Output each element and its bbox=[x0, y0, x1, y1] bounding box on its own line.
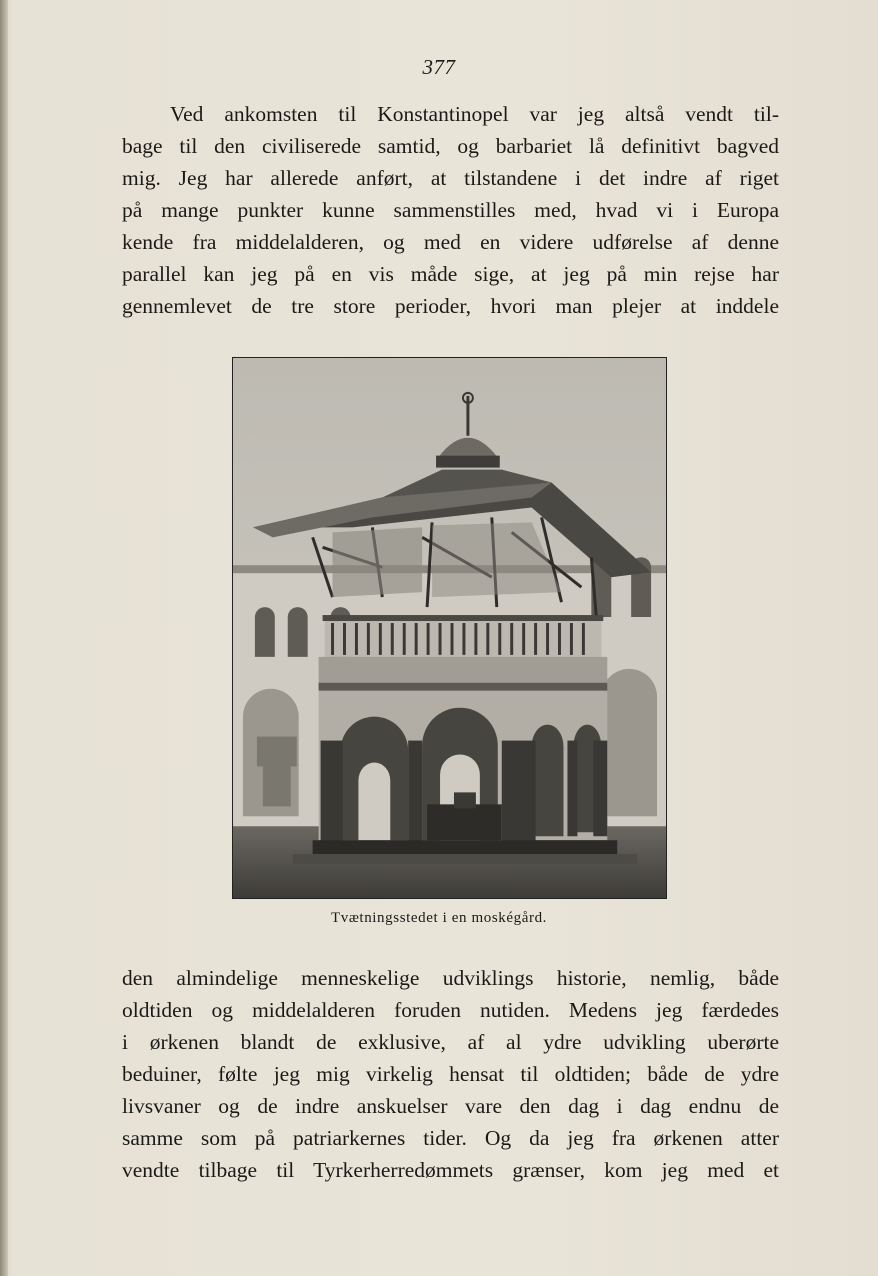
paragraph-top bbox=[122, 98, 779, 322]
text-line: den almindelige menneskelige udviklings historie, nemlig, både bbox=[122, 966, 779, 990]
text-line: på mange punkter kunne sammenstilles med, hvad vi i Europa bbox=[122, 198, 779, 222]
text-line: beduiner, følte jeg mig virkelig hensat til oldtiden; både de ydre bbox=[122, 1062, 779, 1086]
text-line: Ved ankomsten til Konstantinopel var jeg altså vendt til- bbox=[170, 102, 779, 126]
text-line: samme som på patriarkernes tider. Og da jeg fra ørkenen atter bbox=[122, 1126, 779, 1150]
text-line: oldtiden og middelalderen foruden nutiden. Medens jeg færdedes bbox=[122, 998, 779, 1022]
text-line: gennemlevet de tre store perioder, hvori man plejer at inddele bbox=[122, 294, 779, 318]
text-line: mig. Jeg har allerede anført, at tilstandene i det indre af riget bbox=[122, 166, 779, 190]
figure-caption: Tvætningsstedet i en moskégård. bbox=[330, 910, 548, 926]
text-line: parallel kan jeg på en vis måde sige, at jeg på min rejse har bbox=[122, 262, 779, 286]
text-line: livsvaner og de indre anskuelser vare den dag i dag endnu de bbox=[122, 1094, 779, 1118]
text-line: i ørkenen blandt de exklusive, af al ydre udvikling uberørte bbox=[122, 1030, 779, 1054]
paragraph-bottom bbox=[122, 962, 779, 1186]
text-line: bage til den civiliserede samtid, og barbariet lå definitivt bagved bbox=[122, 134, 779, 158]
page-number: 377 bbox=[422, 55, 456, 79]
text-line: vendte tilbage til Tyrkerherredømmets grænser, kom jeg med et bbox=[122, 1158, 779, 1182]
page-binding-edge bbox=[0, 0, 8, 1276]
text-line: kende fra middelalderen, og med en videre udførelse af denne bbox=[122, 230, 779, 254]
fountain-pavilion-illustration bbox=[232, 357, 667, 899]
pavilion-drawing bbox=[233, 358, 666, 898]
